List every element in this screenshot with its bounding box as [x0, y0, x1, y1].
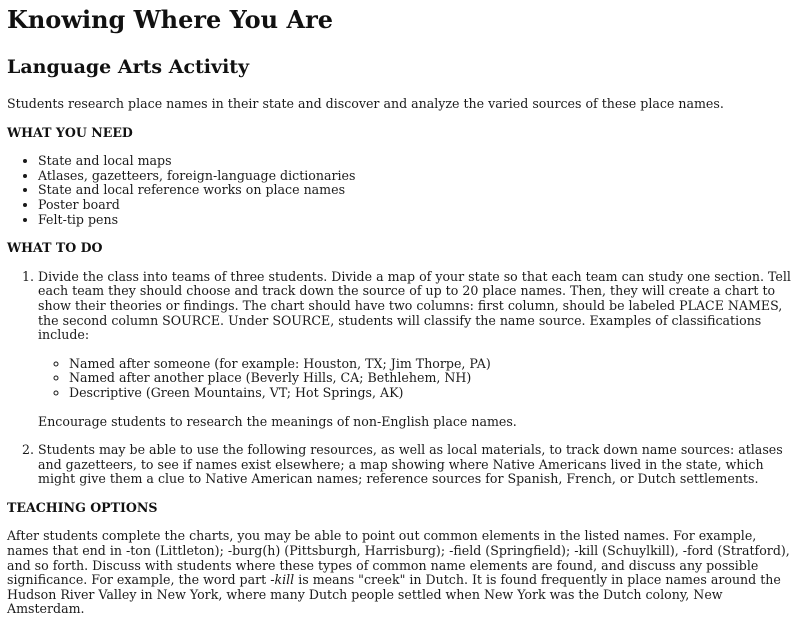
- list-item: • State and local reference works on place names: [38, 183, 793, 198]
- classification-list: [38, 357, 793, 401]
- teaching-text-before: After students complete the charts, you may be able to point out common elements in the listed names. For example, names that end in -ton (Littleton); -burg(h) (Pittsburgh, Harrisburg); -field (Springfield); -kill (Schuylkill), -ford (Stratford), and so forth. Discuss with students where these types of common name elements are found, and discuss any possible significance. For example, the word part: [7, 528, 790, 588]
- list-item: ◦ Named after another place (Beverly Hills, CA; Bethlehem, NH): [69, 371, 793, 386]
- list-item: • Poster board: [38, 198, 793, 213]
- what-you-need-heading: WHAT YOU NEED: [7, 124, 133, 140]
- what-to-do-heading: WHAT TO DO: [7, 240, 103, 256]
- teaching-options-heading: TEACHING OPTIONS: [7, 499, 158, 515]
- page-subtitle: Language Arts Activity: [7, 56, 250, 78]
- teaching-options-paragraph: [7, 529, 793, 617]
- list-item: • State and local maps: [38, 154, 793, 169]
- step-text: Students may be able to use the following resources, as well as local materials, to track down name sources: atlases and gazetteers, to see if names exist elsewhere; a map showing where Native Americans lived in the state, which might give them a clue to Native American names; reference sources for Spanish, French, or Dutch settlements.: [38, 442, 783, 487]
- materials-list: [7, 154, 793, 227]
- list-item: • Atlases, gazetteers, foreign-language dictionaries: [38, 169, 793, 184]
- teaching-emphasis: -kill: [270, 572, 295, 588]
- list-item: ◦ Descriptive (Green Mountains, VT; Hot Springs, AK): [69, 386, 793, 401]
- steps-list: [7, 270, 793, 487]
- step-note: Encourage students to research the meanings of non-English place names.: [38, 413, 517, 429]
- step-item: [38, 443, 793, 487]
- step-text: Divide the class into teams of three students. Divide a map of your state so that each team can study one section. Tell each team they should choose and track down the source of up to 20 place names. Then, they will create a chart to show their theories or findings. The chart should have two columns: first column, should be labeled PLACE NAMES, the second column SOURCE. Under SOURCE, students will classify the name source. Examples of classifications include:: [38, 268, 791, 343]
- list-item: • Felt-tip pens: [38, 213, 793, 228]
- step-item: [38, 270, 793, 429]
- list-item: ◦ Named after someone (for example: Houston, TX; Jim Thorpe, PA): [69, 357, 793, 372]
- teaching-text-after: is means "creek" in Dutch. It is found frequently in place names around the Hudson River Valley in New York, where many Dutch people settled when New York was the Dutch colony, New Amsterdam.: [7, 572, 781, 617]
- page-title: Knowing Where You Are: [7, 5, 334, 34]
- intro-paragraph: Students research place names in their state and discover and analyze the varied sources of these place names.: [7, 96, 724, 111]
- document-page: [0, 6, 800, 617]
